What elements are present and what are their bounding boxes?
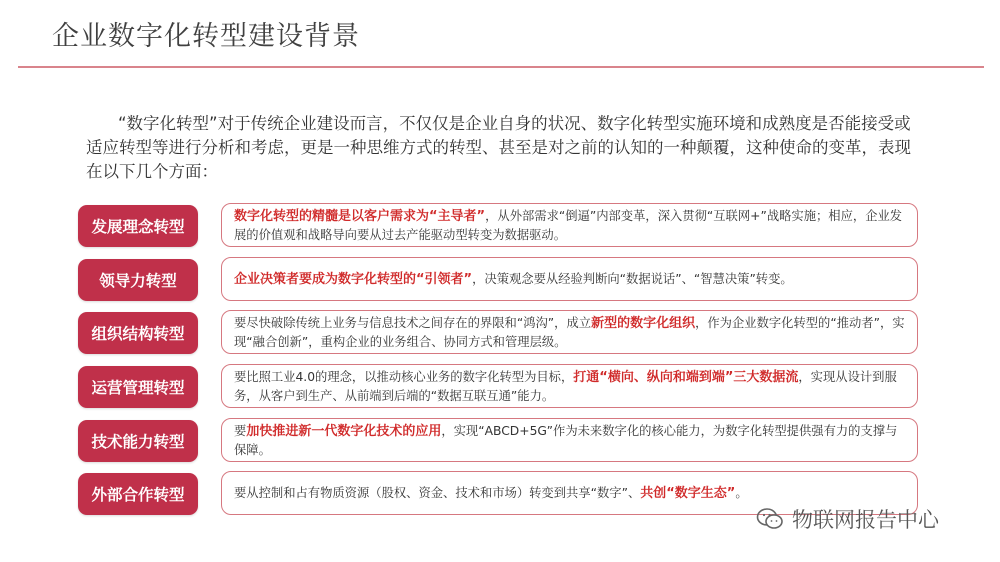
transformation-description [221, 257, 918, 301]
description-text: ，从外部需求“倒逼”内部变革，深入贯彻“互联网+”战略实施；相应，企业发展的价值观和战略导向要从过去产能驱动型转变为数据驱动。 [234, 209, 903, 242]
transformation-tag: 运营管理转型 [78, 366, 198, 408]
wechat-icon [756, 507, 784, 531]
transformation-description [221, 364, 918, 408]
intro-paragraph [86, 112, 916, 184]
description-text: 要比照工业4.0的理念，以推动核心业务的数字化转型为目标， [234, 370, 574, 384]
description-text: 要从控制和占有物质资源（股权、资金、技术和市场）转变到共享“数字”、 [234, 486, 641, 500]
transformation-row [78, 418, 920, 464]
highlight-text: 新型的数字化组织 [591, 316, 696, 331]
transformation-tag: 组织结构转型 [78, 312, 198, 354]
transformation-row [78, 203, 920, 249]
highlight-text: 共创“数字生态” [640, 486, 736, 501]
highlight-text: 加快推进新一代数字化技术的应用 [246, 424, 442, 439]
watermark [756, 504, 939, 534]
transformation-description [221, 418, 918, 462]
description-text: ，作为企业数字化转型的“推动者”，实现“融合创新”，重构企业的业务组合、协同方式和管理层级。 [234, 316, 905, 349]
highlight-text: 打通“横向、纵向和端到端”三大数据流 [573, 370, 799, 385]
transformation-row [78, 364, 920, 410]
description-text: ，决策观念要从经验判断向“数据说话”、“智慧决策”转变。 [472, 272, 793, 286]
description-text: ，实现“ABCD+5G”作为未来数字化的核心能力，为数字化转型提供强有力的支撑与保障。 [234, 424, 898, 457]
description-text: 要尽快破除传统上业务与信息技术之间存在的界限和“鸿沟”，成立 [234, 316, 592, 330]
transformation-tag: 领导力转型 [78, 259, 198, 301]
intro-text: “数字化转型”对于传统企业建设而言，不仅仅是企业自身的状况、数字化转型实施环境和成熟度是否能接受或适应转型等进行分析和考虑，更是一种思维方式的转型、甚至是对之前的认知的一种颠覆，这种使命的变革，表现在以下几个方面： [86, 114, 911, 181]
transformation-tag: 发展理念转型 [78, 205, 198, 247]
description-text: 要 [234, 424, 247, 438]
transformation-row [78, 310, 920, 356]
description-text: 。 [735, 486, 748, 500]
title-divider [18, 66, 984, 68]
transformation-row [78, 257, 920, 303]
transformation-tag: 外部合作转型 [78, 473, 198, 515]
page-title: 企业数字化转型建设背景 [52, 21, 360, 52]
highlight-text: 数字化转型的精髓是以客户需求为“主导者” [234, 209, 486, 224]
highlight-text: 企业决策者要成为数字化转型的“引领者” [234, 272, 473, 287]
transformation-description [221, 310, 918, 354]
watermark-text: 物联网报告中心 [792, 508, 939, 532]
transformation-description [221, 203, 918, 247]
transformation-tag: 技术能力转型 [78, 420, 198, 462]
description-text: ，实现从设计到服务，从客户到生产、从前端到后端的“数据互联互通”能力。 [234, 370, 897, 403]
